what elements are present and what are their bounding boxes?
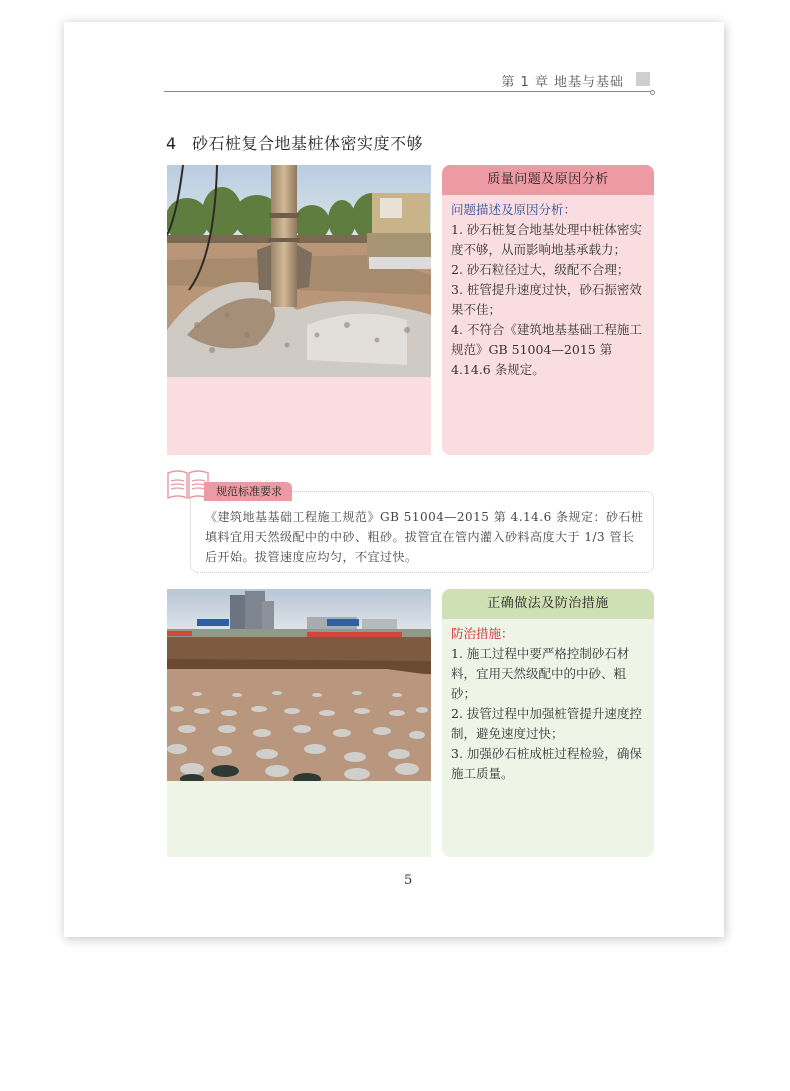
standards-requirement-text: 《建筑地基基础工程施工规范》GB 51004—2015 第 4.14.6 条规定：砂石桩填料宜用天然级配中的中砂、粗砂。拔管宜在管内灌入砂料高度大于 1/3 管长后开始。拔管速度应均匀，不宜过快。: [205, 510, 644, 564]
running-header: [164, 70, 652, 92]
prevention-subtitle: 防治措施：: [451, 626, 514, 641]
problem-item-1: 1. 砂石桩复合地基处理中桩体密实度不够，从而影响地基承载力；: [451, 222, 642, 257]
gravel-pile-driving-image: [167, 165, 431, 377]
problem-item-3: 3. 桩管提升速度过快，砂石振密效果不佳；: [451, 282, 642, 317]
quality-problem-header: 质量问题及原因分析: [442, 165, 654, 195]
standards-label: 规范标准要求: [204, 482, 292, 501]
fix-photo-panel: [167, 589, 431, 857]
prevention-item-1: 1. 施工过程中要严格控制砂石材料，宜用天然级配中的中砂、粗砂；: [451, 646, 630, 701]
rule-end-dot: [650, 90, 655, 95]
prevention-item-3: 3. 加强砂石桩成桩过程检验，确保施工质量。: [451, 746, 642, 781]
fix-photo: [167, 589, 431, 781]
section-title-text: 砂石桩复合地基桩体密实度不够: [192, 134, 424, 153]
chapter-title: 第 1 章 地基与基础: [501, 75, 624, 90]
problem-photo: [167, 165, 431, 377]
correct-practice-body: [442, 619, 654, 784]
quality-problem-card: [442, 165, 654, 455]
section-title: [166, 131, 423, 154]
quality-problem-body: [442, 195, 654, 380]
finished-gravel-piles-image: [167, 589, 431, 781]
page-number: 5: [404, 873, 413, 888]
correct-practice-card: [442, 589, 654, 857]
standards-requirement-box: [190, 491, 654, 573]
book-page: [64, 22, 724, 937]
correct-practice-header: 正确做法及防治措施: [442, 589, 654, 619]
problem-item-2: 2. 砂石粒径过大，级配不合理；: [451, 262, 630, 277]
section-number: 4: [166, 134, 177, 153]
problem-analysis-subtitle: 问题描述及原因分析：: [451, 202, 577, 217]
problem-photo-panel: [167, 165, 431, 455]
prevention-item-2: 2. 拔管过程中加强桩管提升速度控制，避免速度过快；: [451, 706, 642, 741]
problem-item-4: 4. 不符合《建筑地基基础工程施工规范》GB 51004—2015 第 4.14.6 条规定。: [451, 322, 642, 377]
chapter-tab-marker: [636, 72, 650, 86]
